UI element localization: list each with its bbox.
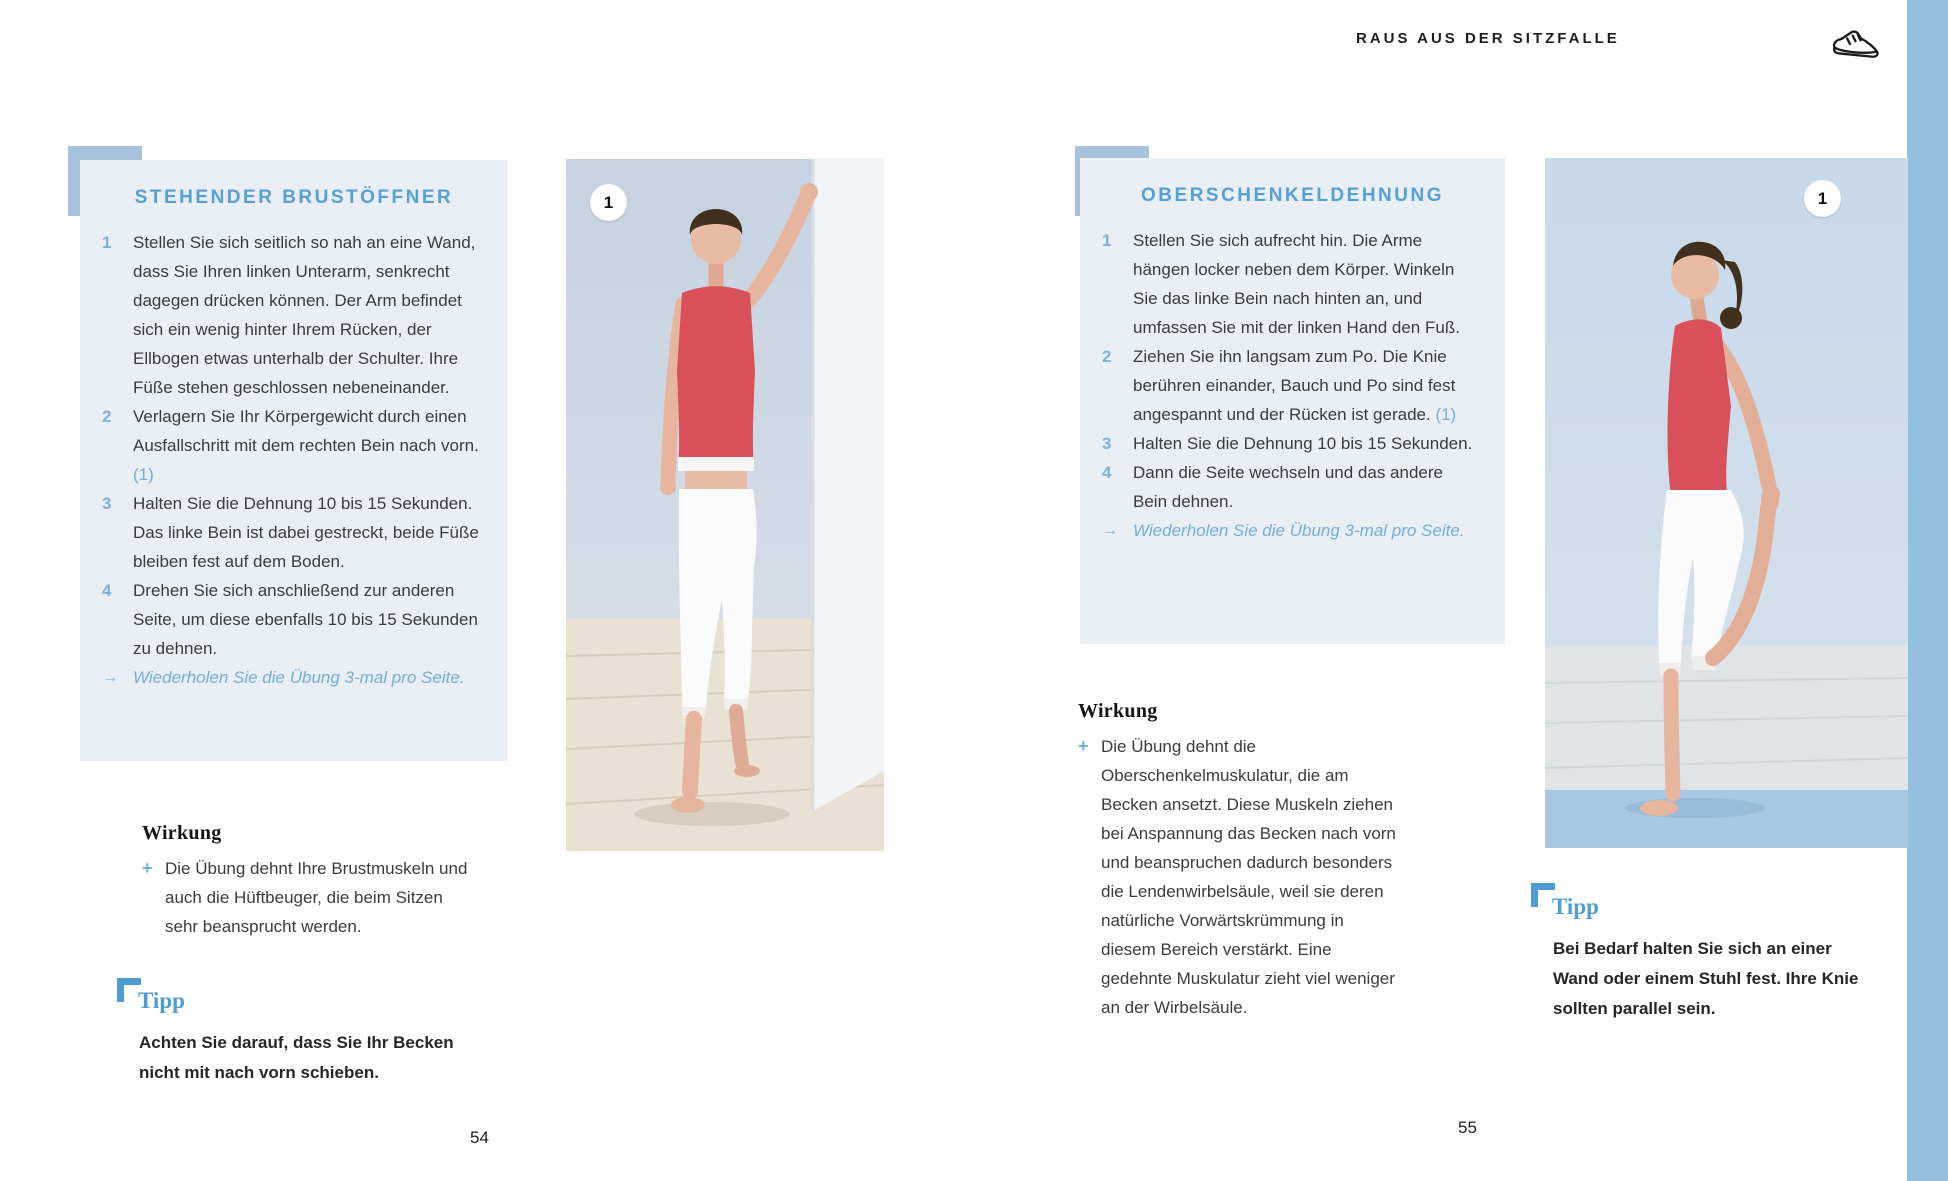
step-text: Stellen Sie sich aufrecht hin. Die Arme hängen locker neben dem Körper. Winkeln Sie das linke Bein nach hinten an, und umfassen Sie mit der linken Hand den Fuß.	[1133, 231, 1460, 337]
page-number-right: 55	[1458, 1118, 1477, 1137]
tipp-heading: Tipp	[1552, 894, 1599, 919]
photo-illustration	[566, 159, 884, 851]
tipp-text: Achten Sie darauf, dass Sie Ihr Becken nicht mit nach vorn schieben.	[139, 1033, 454, 1082]
step-item	[1102, 458, 1481, 516]
arrow-icon: →	[1102, 522, 1118, 539]
step-number: 3	[1102, 434, 1112, 453]
step-number: 2	[102, 407, 112, 426]
exercise-steps	[80, 228, 508, 692]
step-number: 4	[102, 581, 112, 600]
step-number: 4	[1102, 463, 1112, 482]
figure-reference: (1)	[1435, 405, 1457, 424]
step-number: 1	[1102, 231, 1112, 250]
exercise-photo-chest-opener	[566, 159, 884, 851]
step-text: Ziehen Sie ihn langsam zum Po. Die Knie berühren einander, Bauch und Po sind fest angespannt und der Rücken ist gerade. (1)	[1133, 347, 1457, 424]
step-text: Halten Sie die Dehnung 10 bis 15 Sekunden.	[1133, 434, 1473, 453]
exercise-box-right	[1080, 158, 1505, 644]
wirkung-text: Die Übung dehnt die Oberschenkelmuskulatur, die am Becken ansetzt. Diese Muskeln ziehen bei Anspannung das Becken nach vorn und beanspruchen dadurch besonders die Lendenwirbelsäule, weil sie deren natürliche Vorwärtskrümmung in diesem Bereich verstärkt. Eine gedehnte Muskulatur zieht viel weniger an der Wirbelsäule.	[1101, 737, 1396, 1017]
plus-icon: +	[142, 858, 153, 878]
sneaker-icon	[1826, 24, 1884, 72]
exercise-box-left	[80, 160, 508, 761]
wirkung-section	[1078, 700, 1396, 1022]
step-text: Stellen Sie sich seitlich so nah an eine Wand, dass Sie Ihren linken Unterarm, senkrecht dagegen drücken können. Der Arm befindet sich ein wenig hinter Ihrem Rücken, der Ellbogen etwas unterhalb der Schulter. Ihre Füße stehen geschlossen nebeneinander.	[133, 233, 476, 397]
repeat-note-text: Wiederholen Sie die Übung 3-mal pro Seite.	[133, 668, 465, 687]
photo-badge: 1	[1804, 180, 1841, 217]
wirkung-text: Die Übung dehnt Ihre Brustmuskeln und auch die Hüftbeuger, die beim Sitzen sehr beansprucht werden.	[165, 859, 468, 936]
step-item	[102, 402, 484, 489]
step-text: Dann die Seite wechseln und das andere Bein dehnen.	[1133, 463, 1443, 511]
exercise-title: STEHENDER BRUSTÖFFNER	[134, 187, 454, 208]
step-item	[102, 228, 484, 402]
tipp-heading: Tipp	[138, 988, 185, 1013]
step-item	[102, 489, 484, 576]
arrow-icon: →	[102, 669, 118, 686]
running-head-title: RAUS AUS DER SITZFALLE	[1356, 30, 1620, 47]
step-item	[1102, 226, 1481, 342]
step-text: Drehen Sie sich anschließend zur anderen Seite, um diese ebenfalls 10 bis 15 Sekunden zu dehnen.	[133, 581, 478, 658]
tipp-text: Bei Bedarf halten Sie sich an einer Wand oder einem Stuhl fest. Ihre Knie sollten parallel sein.	[1553, 939, 1859, 1018]
page-number-left: 54	[470, 1128, 489, 1147]
wirkung-section	[142, 822, 480, 941]
exercise-title: OBERSCHENKELDEHNUNG	[1141, 185, 1444, 206]
wirkung-heading: Wirkung	[1078, 700, 1158, 722]
plus-icon: +	[1078, 736, 1089, 756]
exercise-steps	[1080, 226, 1505, 545]
step-item	[1102, 429, 1481, 458]
step-number: 1	[102, 233, 112, 252]
repeat-note	[1102, 516, 1481, 545]
exercise-photo-thigh-stretch	[1545, 158, 1908, 848]
figure-reference: (1)	[133, 465, 154, 484]
photo-illustration	[1545, 158, 1908, 848]
step-text: Verlagern Sie Ihr Körpergewicht durch einen Ausfallschritt mit dem rechten Bein nach vorn. (1)	[133, 407, 479, 484]
photo-badge: 1	[590, 184, 627, 221]
repeat-note-text: Wiederholen Sie die Übung 3-mal pro Seite.	[1133, 521, 1465, 540]
step-item	[102, 576, 484, 663]
step-item	[1102, 342, 1481, 429]
page-edge-color-band	[1907, 0, 1948, 1181]
step-number: 2	[1102, 347, 1112, 366]
repeat-note	[102, 663, 484, 692]
step-number: 3	[102, 494, 112, 513]
wirkung-heading: Wirkung	[142, 822, 222, 844]
step-text: Halten Sie die Dehnung 10 bis 15 Sekunden. Das linke Bein ist dabei gestreckt, beide Füße bleiben fest auf dem Boden.	[133, 494, 479, 571]
